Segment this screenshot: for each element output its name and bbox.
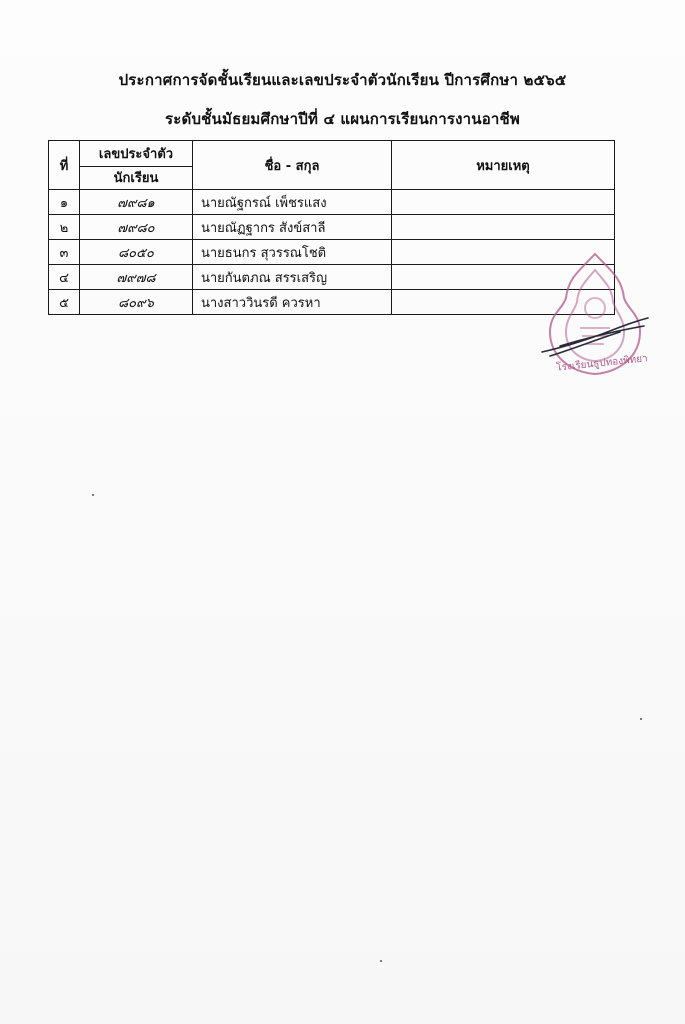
row-student-id: ๘๐๙๖ (80, 290, 193, 315)
header-student-id-line2: นักเรียน (80, 166, 193, 189)
row-name: นายณัฐกรณ์ เพ็ชรแสง (193, 190, 392, 215)
document-title: ประกาศการจัดชั้นเรียนและเลขประจำตัวนักเรียน ปีการศึกษา ๒๕๖๕ (118, 71, 567, 89)
row-student-id: ๗๙๘๑ (80, 190, 193, 215)
row-student-id: ๘๐๕๐ (80, 240, 193, 265)
row-name: นายกันตภณ สรรเสริญ (193, 265, 392, 290)
row-name: นางสาววินรดี ควรหา (193, 290, 392, 315)
header-name: ชื่อ - สกุล (193, 141, 392, 190)
row-no: ๓ (49, 240, 80, 265)
header-student-id-line1: เลขประจำตัว (80, 141, 193, 167)
row-no: ๕ (49, 290, 80, 315)
row-name: นายธนกร สุวรรณโชติ (193, 240, 392, 265)
row-no: ๔ (49, 265, 80, 290)
row-no: ๒ (49, 215, 80, 240)
student-roster-table (48, 140, 615, 315)
document-subtitle: ระดับชั้นมัธยมศึกษาปีที่ ๔ แผนการเรียนการงานอาชีพ (164, 110, 520, 128)
row-remark (392, 190, 615, 215)
header-no: ที่ (49, 141, 80, 190)
row-no: ๑ (49, 190, 80, 215)
header-remarks: หมายเหตุ (392, 141, 615, 190)
row-remark (392, 215, 615, 240)
scan-speck (92, 494, 94, 496)
row-name: นายณัฏฐากร สังข์สาลี (193, 215, 392, 240)
signature-mark (542, 318, 648, 356)
row-student-id: ๗๙๗๘ (80, 265, 193, 290)
row-student-id: ๗๙๘๐ (80, 215, 193, 240)
table-row (49, 265, 615, 290)
stamp-caption: โรงเรียนธูปทองพิทยา (555, 353, 649, 374)
scan-speck (380, 960, 382, 962)
scan-speck (640, 718, 642, 720)
table-row (49, 215, 615, 240)
table-header-row (49, 141, 615, 167)
table-row (49, 190, 615, 215)
table-row (49, 290, 615, 315)
table-row (49, 240, 615, 265)
